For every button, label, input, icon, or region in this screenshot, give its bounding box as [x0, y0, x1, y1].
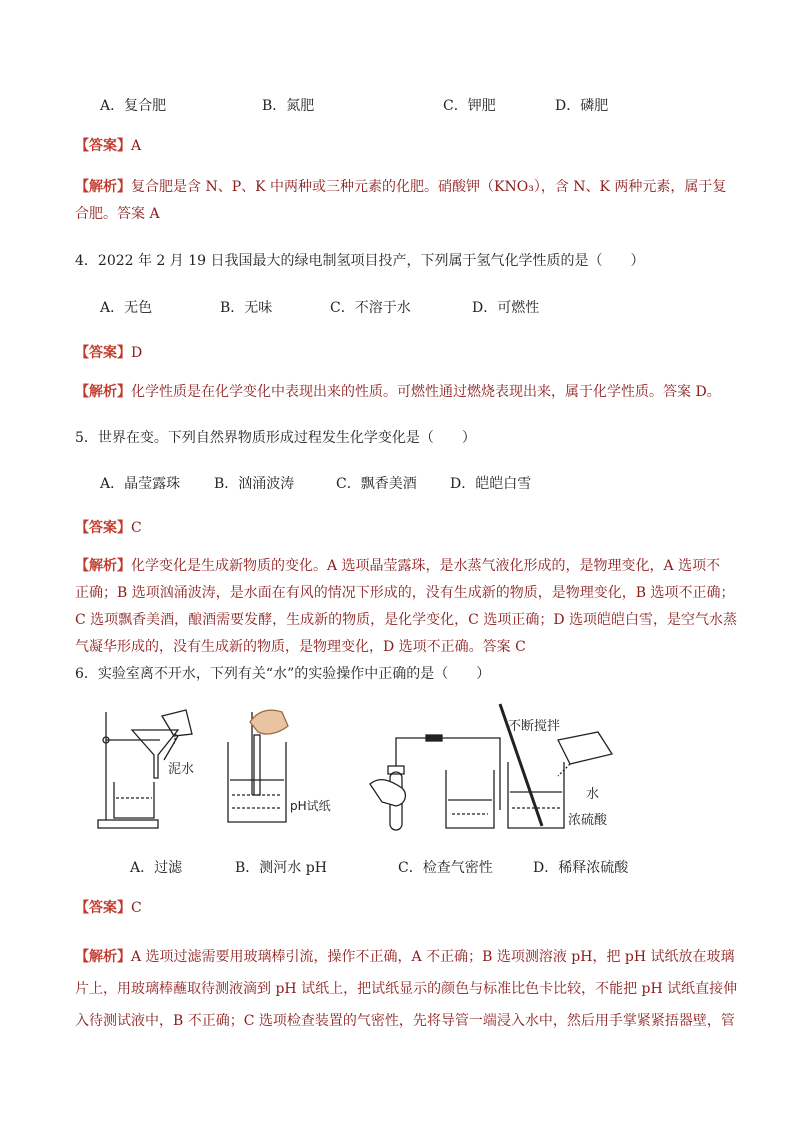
- answer-tag: 【答案】: [75, 345, 131, 361]
- q6-analysis-line-1: [75, 946, 735, 966]
- q4-option-b: B．无味: [220, 300, 273, 316]
- answer-tag: 【答案】: [75, 900, 131, 916]
- answer-value: A: [131, 138, 142, 154]
- q4-option-a: A．无色: [100, 300, 153, 316]
- q5-analysis-line-3: C 选项飘香美酒，酿酒需要发酵，生成新的物质，是化学变化，C 选项正确；D 选项皑皑白雪，是空气水蒸: [75, 612, 737, 628]
- airtightness-apparatus: [370, 735, 500, 830]
- q5-analysis-line-4: 气凝华形成的，没有生成新的物质，是物理变化，D 选项不正确。答案 C: [75, 639, 526, 655]
- q6-experiment-figure: [90, 700, 690, 840]
- analysis-text: 复合肥是含 N、P、K 中两种或三种元素的化肥。硝酸钾（KNO₃），含 N、K 两种元素，属于复: [131, 179, 727, 195]
- q6-stem: 6．实验室离不开水，下列有关“水”的实验操作中正确的是（ ）: [75, 666, 491, 682]
- answer-value: C: [131, 900, 142, 916]
- q5-answer: [75, 517, 142, 537]
- q3-option-d: D．磷肥: [555, 98, 609, 114]
- analysis-tag: 【解析】: [75, 558, 131, 574]
- q3-answer: [75, 135, 141, 155]
- q5-analysis-line-2: 正确；B 选项汹涌波涛，是水面在有风的情况下形成的，没有生成新的物质，是物理变化，B 选项不正确；: [75, 585, 735, 601]
- q4-stem: 4．2022 年 2 月 19 日我国最大的绿电制氢项目投产，下列属于氢气化学性质的是（ ）: [75, 253, 645, 269]
- q6-analysis-line-2: 片上，用玻璃棒蘸取待测液滴到 pH 试纸上，把试纸显示的颜色与标准比色卡比较，不能把 pH 试纸直接伸: [75, 981, 738, 997]
- label-water: 水: [586, 787, 600, 802]
- analysis-text: A 选项过滤需要用玻璃棒引流，操作不正确，A 不正确；B 选项测溶液 pH，把 pH 试纸放在玻璃: [131, 949, 735, 965]
- q5-analysis-line-1: [75, 555, 720, 575]
- analysis-tag: 【解析】: [75, 179, 131, 195]
- answer-tag: 【答案】: [75, 138, 131, 154]
- q4-answer: [75, 342, 142, 362]
- analysis-tag: 【解析】: [75, 384, 131, 400]
- q3-analysis-line-2: 合肥。答案 A: [75, 206, 160, 222]
- q5-stem: 5．世界在变。下列自然界物质形成过程发生化学变化是（ ）: [75, 430, 476, 446]
- q3-option-c: C．钾肥: [443, 98, 496, 114]
- label-mud-water: 泥水: [168, 762, 195, 777]
- q5-option-a: A．晶莹露珠: [100, 476, 181, 492]
- q6-option-a: A．过滤: [130, 860, 183, 876]
- q6-analysis-line-3: 入待测试液中，B 不正确；C 选项检查装置的气密性，先将导管一端浸入水中，然后用手掌紧紧捂器壁，管: [75, 1013, 735, 1029]
- q6-answer: [75, 897, 142, 917]
- label-ph-paper: pH试纸: [290, 799, 331, 813]
- q5-option-b: B．汹涌波涛: [214, 476, 295, 492]
- label-stir: 不断搅拌: [508, 719, 561, 734]
- q5-option-c: C．飘香美酒: [336, 476, 417, 492]
- analysis-text: 化学变化是生成新物质的变化。A 选项晶莹露珠，是水蒸气液化形成的，是物理变化，A 选项不: [131, 558, 721, 574]
- q4-option-c: C．不溶于水: [330, 300, 411, 316]
- q4-analysis-line-1: [75, 381, 721, 401]
- analysis-text: 化学性质是在化学变化中表现出来的性质。可燃性通过燃烧表现出来，属于化学性质。答案 D。: [131, 384, 721, 400]
- q3-option-b: B．氮肥: [262, 98, 315, 114]
- analysis-tag: 【解析】: [75, 949, 131, 965]
- q4-option-d: D．可燃性: [472, 300, 540, 316]
- ph-test-apparatus: [228, 710, 288, 822]
- q3-option-a: A．复合肥: [100, 98, 167, 114]
- q3-analysis-line-1: [75, 176, 726, 196]
- answer-tag: 【答案】: [75, 520, 131, 536]
- q6-option-b: B．测河水 pH: [235, 860, 327, 876]
- q6-option-d: D．稀释浓硫酸: [533, 860, 629, 876]
- q5-option-d: D．皑皑白雪: [450, 476, 532, 492]
- q6-option-c: C．检查气密性: [398, 860, 493, 876]
- answer-value: C: [131, 520, 142, 536]
- label-acid: 浓硫酸: [568, 813, 608, 828]
- answer-value: D: [131, 345, 143, 361]
